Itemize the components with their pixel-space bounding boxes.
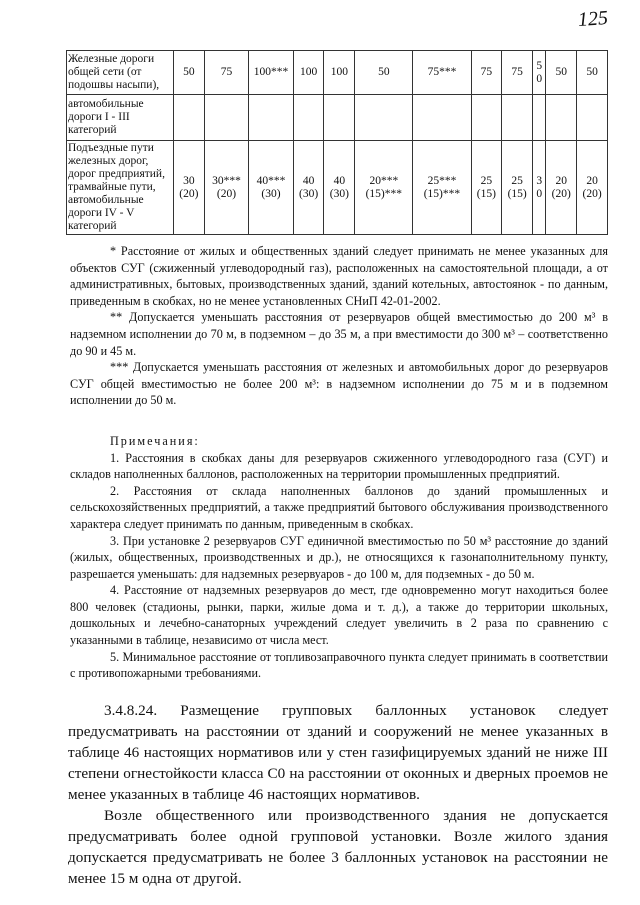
table-cell: 50: [533, 51, 546, 95]
footnote: *** Допускается уменьшать расстояния от железных и автомобильных дорог до резервуаров СУГ общей вместимостью не более 200 м³: в надземном исполнении до 75 м и в подземном исполнении до 50 м.: [70, 360, 608, 408]
table-cell: [471, 95, 502, 141]
distance-table: [66, 50, 608, 235]
note: 5. Минимальное расстояние от топливозаправочного пункта следует принимать в соответствии с противопожарными требованиями.: [70, 649, 608, 681]
note: 4. Расстояние от надземных резервуаров до мест, где одновременно могут находиться более 800 человек (стадионы, рынки, парки, жилые дома и т. д.), а также до территории школьных, дошкольных и лечебно-санаторных учреждений следует увеличить в 2 раза по сравнению с указанными в таблице, независимо от числа мест.: [70, 583, 608, 648]
table-cell: 50: [355, 51, 413, 95]
table-cell: [249, 95, 293, 141]
note: 2. Расстояния от склада наполненных баллонов до зданий промышленных и сельскохозяйственных предприятий, а также предприятий бытового обслуживания производственного характера следует принимать по данным, приведенным в скобках.: [70, 483, 608, 531]
table-cell: 25*** (15)***: [413, 141, 471, 235]
row-label: автомобильные дороги I - III категорий: [67, 95, 174, 141]
section-3-4-8-24: [68, 700, 608, 889]
table-cell: 20 (20): [577, 141, 608, 235]
table-cell: 30*** (20): [204, 141, 248, 235]
table-cell: [324, 95, 355, 141]
table-cell: 100: [293, 51, 324, 95]
page-number: 125: [577, 6, 609, 32]
table-row: [67, 51, 608, 95]
table-cell: 25 (15): [471, 141, 502, 235]
footnote: * Расстояние от жилых и общественных зданий следует принимать не менее указанных для объектов СУГ (сжиженный углеводородный газ), расположенных на самостоятельной площади, а от административных, бытовых, производственных зданий, зданий котельных, автостоянок - по данным, приведенным в скобках, но не менее установленных СНиП 42-01-2002.: [70, 244, 608, 308]
table-cell: 25 (15): [502, 141, 533, 235]
table-cell: [577, 95, 608, 141]
table-cell: 75: [204, 51, 248, 95]
table-row: [67, 141, 608, 235]
table-cell: [204, 95, 248, 141]
table-cell: [174, 95, 205, 141]
table-cell: 50: [546, 51, 577, 95]
table-cell: [533, 95, 546, 141]
row-label: Железные дороги общей сети (от подошвы насыпи),: [67, 51, 174, 95]
table-cell: 50: [577, 51, 608, 95]
table-cell: 30: [533, 141, 546, 235]
note: 3. При установке 2 резервуаров СУГ единичной вместимостью по 50 м³ расстояние до зданий (жилых, общественных, производственных и др.), не относящихся к газонаполнительному пункту, разрешается уменьшать: для надземных резервуаров - до 100 м, для подземных - до 50 м.: [70, 533, 608, 581]
table-row: [67, 95, 608, 141]
footnote: ** Допускается уменьшать расстояния от резервуаров общей вместимостью до 200 м³ в надземном исполнении до 70 м, в подземном – до 35 м, а при вместимости до 300 м³ – соответственно до 90 и 45 м.: [70, 310, 608, 358]
notes-title: Примечания:: [110, 433, 200, 448]
page-body: [66, 0, 608, 889]
table-cell: 100: [324, 51, 355, 95]
table-cell: 40 (30): [324, 141, 355, 235]
note: 1. Расстояния в скобках даны для резервуаров сжиженного углеводородного газа (СУГ) и складов наполненных баллонов, расположенных на территории промышленных предприятий.: [70, 450, 608, 482]
table-cell: 20 (20): [546, 141, 577, 235]
section-paragraph: Возле общественного или производственного здания не допускается предусматривать более одной групповой установки. Возле жилого здания допускается предусматривать не более 3 баллонных установок на расстоянии не менее 15 м одна от другой.: [68, 806, 608, 887]
table-cell: 75***: [413, 51, 471, 95]
table-cell: 75: [502, 51, 533, 95]
table-cell: [355, 95, 413, 141]
table-cell: 100***: [249, 51, 293, 95]
table-cell: 40*** (30): [249, 141, 293, 235]
table-cell: 75: [471, 51, 502, 95]
table-cell: [546, 95, 577, 141]
table-cell: 40 (30): [293, 141, 324, 235]
table-cell: [502, 95, 533, 141]
table-cell: 30 (20): [174, 141, 205, 235]
table-cell: [413, 95, 471, 141]
table-cell: [293, 95, 324, 141]
table-cell: 20*** (15)***: [355, 141, 413, 235]
row-label: Подъездные пути железных дорог, дорог предприятий, трамвайные пути, автомобильные дороги IV - V категорий: [67, 141, 174, 235]
section-paragraph: 3.4.8.24. Размещение групповых баллонных установок следует предусматривать на расстоянии от зданий и сооружений не менее указанных в таблице 46 настоящих нормативов или у стен газифицируемых зданий не ниже III степени огнестойкости класса С0 на расстоянии от оконных и дверных проемов не менее указанных в таблице 46 настоящих нормативов.: [68, 701, 608, 803]
footnotes-block: [70, 243, 608, 682]
table-cell: 50: [174, 51, 205, 95]
